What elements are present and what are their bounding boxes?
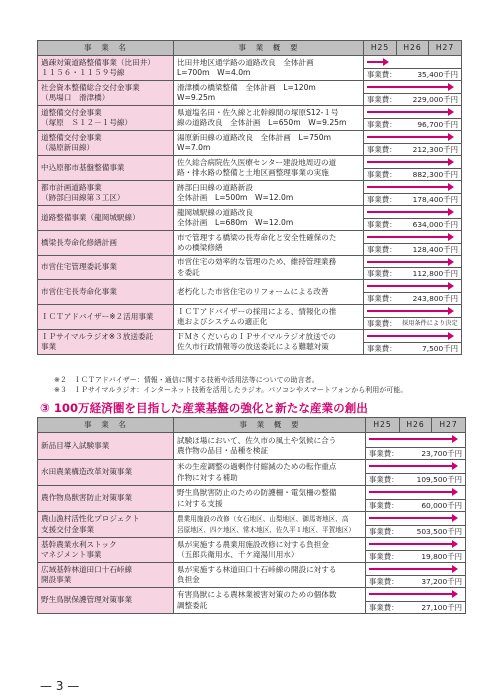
project-cost: 事業費： 109,500千円 — [366, 473, 465, 485]
project-name: 水田農業構造改革対策事業 — [38, 460, 174, 486]
table-row — [38, 56, 462, 81]
header-h27: H27 — [432, 418, 466, 433]
schedule-cell — [364, 305, 462, 330]
project-overview: 野生鳥獣害防止のための防護柵・電気柵の整備 に対する支援 — [174, 486, 366, 512]
schedule-cell — [366, 512, 466, 538]
project-cost: 事業費： 19,800千円 — [366, 550, 465, 562]
project-table-top — [37, 40, 462, 355]
schedule-cell — [364, 106, 462, 131]
schedule-arrow — [367, 186, 449, 188]
project-cost: 事業費： 37,200千円 — [366, 575, 465, 587]
header-h25: H25 — [364, 41, 397, 56]
schedule-arrow — [369, 517, 453, 519]
project-name: 道整備交付金事業 （塚原 Ｓ１２－１号線） — [38, 106, 174, 131]
project-cost: 事業費： 35,400千円 — [364, 68, 461, 80]
project-name: 橋梁長寿命化修繕計画 — [38, 231, 174, 256]
header-project-name: 事 業 名 — [38, 41, 174, 56]
schedule-cell — [366, 538, 466, 563]
schedule-cell — [366, 460, 466, 486]
project-cost: 事業費： 60,000千円 — [366, 499, 465, 511]
schedule-arrow — [367, 261, 449, 263]
project-cost: 事業費： 採用条件により決定 — [364, 317, 461, 329]
schedule-arrow — [367, 310, 449, 312]
page-number: — 3 — — [40, 679, 80, 693]
header-h27: H27 — [429, 41, 462, 56]
footnote: ※３ ＩＰサイマルラジオ：インターネット技術を活用したラジオ。パソコンやスマートフォンから利用が可能。 — [54, 386, 408, 394]
project-name: 過疎対策道路整備事業（比田井） １１５６・１１５９号線 — [38, 56, 174, 81]
schedule-arrow — [369, 465, 453, 467]
schedule-cell — [364, 81, 462, 106]
project-overview: 佐久総合病院佐久医療センター建設地周辺の道 路・排水路の整備と土地区画整理事業の実施 — [174, 156, 364, 181]
table-row — [38, 305, 462, 330]
project-name: ＩＣＴアドバイザー※２活用事業 — [38, 305, 174, 330]
table-row — [38, 280, 462, 305]
table-row — [38, 512, 466, 538]
project-overview: 滑津橋の橋梁整備 全体計画 L=120m W=9.25m — [174, 81, 364, 106]
project-overview: 有害鳥獣による農林業被害対策のための個体数 調整委託 — [174, 588, 366, 614]
table-row — [38, 131, 462, 156]
project-overview: 県が実施する林道田口十石峠線の開設に対する 負担金 — [174, 563, 366, 588]
schedule-arrow — [367, 61, 384, 63]
section-title: ③ 100万経済圏を目指した産業基盤の強化と新たな産業の創出 — [40, 401, 368, 415]
project-overview: 市で管理する橋梁の長寿命化と安全性確保のた めの橋梁修繕 — [174, 231, 364, 256]
project-overview: ＩＣＴアドバイザーの採用による、情報化の推 進およびシステムの適正化 — [174, 305, 364, 330]
project-overview: 県道塩名田・佐久線と北幹線間の塚原S12-１号 線の道路改良 全体計画 L=650m W=9.25m — [174, 106, 364, 131]
project-name: 社会資本整備総合交付金事業 （馬場口 滑津橋） — [38, 81, 174, 106]
project-name: 野生鳥獣保護管理対策事業 — [38, 588, 174, 614]
project-overview: 湯原新田線の道路改良 全体計画 L=750m W=7.0m — [174, 131, 364, 156]
project-name: 広域基幹林道田口十石峠線 開設事業 — [38, 563, 174, 588]
project-cost: 事業費： 27,100千円 — [366, 601, 465, 613]
project-overview: 試験ほ場において、佐久市の風土や気候に合う 農作物の品目・品種を検証 — [174, 433, 366, 460]
project-name: 市営住宅長寿命化事業 — [38, 280, 174, 305]
project-cost: 事業費： 128,400千円 — [364, 243, 461, 255]
header-h25: H25 — [366, 418, 400, 433]
schedule-cell — [364, 256, 462, 280]
project-overview: 米の生産調整の過剰作付縮減のための転作重点 作物に対する補助 — [174, 460, 366, 486]
table-row — [38, 588, 466, 614]
schedule-cell — [364, 156, 462, 181]
project-name: 都市計画道路事業 （跡部臼田線第３工区） — [38, 181, 174, 206]
schedule-cell — [364, 280, 462, 305]
schedule-arrow — [369, 543, 453, 545]
schedule-cell — [366, 433, 466, 460]
schedule-cell — [364, 56, 462, 81]
project-cost: 事業費： 7,500千円 — [364, 342, 461, 354]
schedule-cell — [364, 206, 462, 231]
project-name: 新品目導入試験事業 — [38, 433, 174, 460]
schedule-arrow — [367, 285, 449, 287]
project-table-bottom — [37, 417, 466, 614]
table-row — [38, 256, 462, 280]
schedule-arrow — [367, 211, 449, 213]
project-overview: 農業用施設の改修（女石地区、山梨地区、御馬寄地区、高 呂原地区、四ケ地区、常木地区、佐久平１地区、平賀地区） — [174, 512, 366, 538]
table-row — [38, 206, 462, 231]
project-name: 農山漁村活性化プロジェクト 支援交付金事業 — [38, 512, 174, 538]
project-overview: 県が実施する農業用施設改修に対する負担金 （五郎兵衛用水、千ケ滝湯川用水） — [174, 538, 366, 563]
schedule-arrow — [367, 111, 449, 113]
schedule-cell — [364, 231, 462, 256]
project-name: 農作物鳥獣害防止対策事業 — [38, 486, 174, 512]
header-h26: H26 — [397, 41, 429, 56]
project-cost: 事業費： 23,700千円 — [366, 447, 465, 459]
project-overview: ＦＭさくだいらのＩＰサイマルラジオ放送での 佐久市行政情報等の放送委託による難聴対策 — [174, 330, 364, 355]
schedule-cell — [364, 330, 462, 355]
project-overview: 老朽化した市営住宅のリフォームによる改善 — [174, 280, 364, 305]
project-overview: 跡部臼田線の道路新設 全体計画 L=500m W=12.0m — [174, 181, 364, 206]
table-row — [38, 563, 466, 588]
schedule-arrow — [369, 568, 453, 570]
table-row — [38, 433, 466, 460]
schedule-arrow — [367, 86, 449, 88]
table-row — [38, 81, 462, 106]
project-name: 市営住宅管理委託事業 — [38, 256, 174, 280]
header-overview: 事 業 概 要 — [174, 41, 364, 56]
table-row — [38, 106, 462, 131]
project-cost: 事業費： 882,300千円 — [364, 168, 461, 180]
schedule-arrow — [367, 236, 449, 238]
table-row — [38, 181, 462, 206]
schedule-arrow — [367, 136, 449, 138]
project-overview: 龍岡城駅線の道路改良 全体計画 L=680m W=12.0m — [174, 206, 364, 231]
project-cost: 事業費： 634,000千円 — [364, 218, 461, 230]
project-name: ＩＰサイマルラジオ※３放送委託 事業 — [38, 330, 174, 355]
schedule-cell — [366, 563, 466, 588]
table-row — [38, 156, 462, 181]
schedule-cell — [366, 588, 466, 614]
project-name: 道路整備事業（龍岡城駅線） — [38, 206, 174, 231]
table-row — [38, 231, 462, 256]
schedule-arrow — [369, 491, 453, 493]
schedule-cell — [366, 486, 466, 512]
table-row — [38, 486, 466, 512]
project-cost: 事業費： 96,700千円 — [364, 118, 461, 130]
schedule-arrow — [369, 593, 453, 595]
footnote: ※２ ＩＣＴアドバイザー：情報・通信に関する技術や活用法等についての助言者。 — [54, 376, 319, 384]
schedule-arrow — [367, 161, 449, 163]
schedule-arrow — [367, 335, 449, 337]
project-cost: 事業費： 229,000千円 — [364, 93, 461, 105]
project-cost: 事業費： 243,800千円 — [364, 292, 461, 304]
schedule-cell — [364, 131, 462, 156]
table-row — [38, 538, 466, 563]
header-project-name: 事 業 名 — [38, 418, 174, 433]
project-cost: 事業費： 503,500千円 — [366, 525, 465, 537]
header-h26: H26 — [400, 418, 432, 433]
table-row — [38, 330, 462, 355]
project-name: 中込原都市基盤整備事業 — [38, 156, 174, 181]
project-cost: 事業費： 178,400千円 — [364, 193, 461, 205]
project-overview: 市営住宅の効率的な管理のため、維持管理業務 を委託 — [174, 256, 364, 280]
project-cost: 事業費： 212,300千円 — [364, 143, 461, 155]
project-name: 基幹農業水利ストック マネジメント事業 — [38, 538, 174, 563]
project-name: 道整備交付金事業 （湯原新田線） — [38, 131, 174, 156]
table-row — [38, 460, 466, 486]
project-cost: 事業費： 112,800千円 — [364, 267, 461, 279]
schedule-cell — [364, 181, 462, 206]
project-overview: 比田井地区通学路の道路改良 全体計画 L=700m W=4.0m — [174, 56, 364, 81]
schedule-arrow — [369, 438, 453, 440]
header-overview: 事 業 概 要 — [174, 418, 366, 433]
